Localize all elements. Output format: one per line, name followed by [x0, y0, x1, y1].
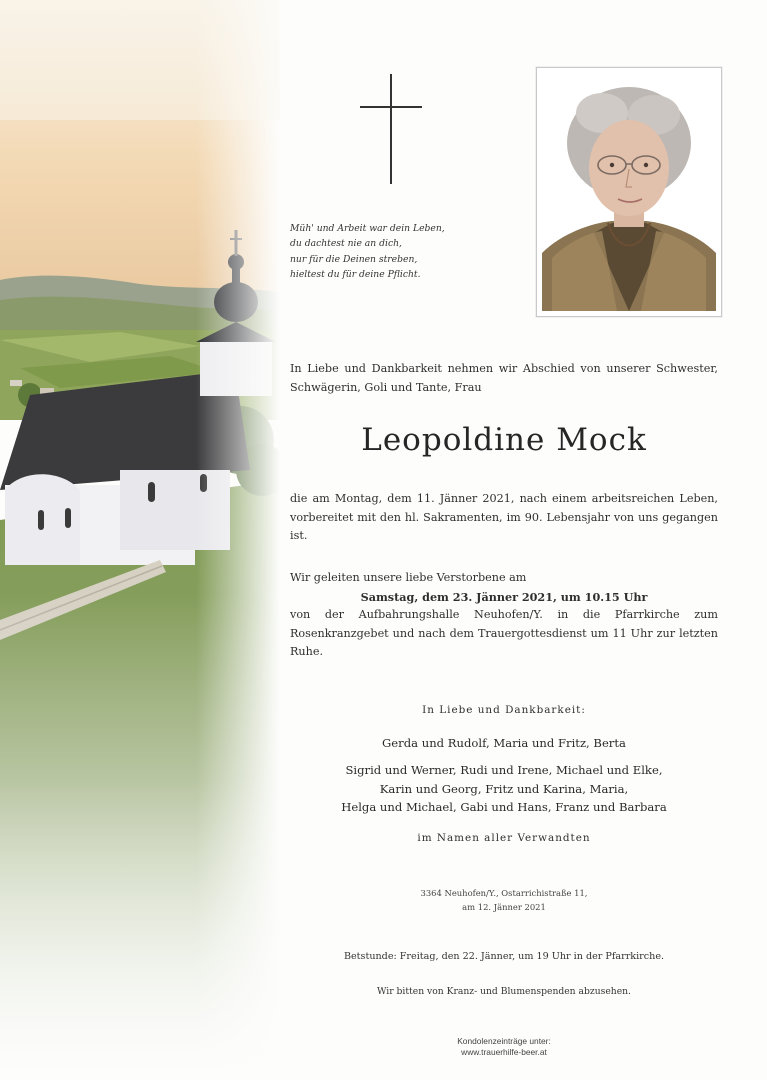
condolence-info	[290, 1036, 718, 1058]
funeral-location: von der Aufbahrungshalle Neuhofen/Y. in die Pfarrkirche zum Rosenkranzgebet und nach dem Trauergottesdienst um 11 Uhr zur letzten Ruhe.	[290, 608, 718, 658]
condolence-label: Kondolenzeinträge unter:	[457, 1036, 551, 1046]
funeral-details	[290, 569, 718, 662]
flower-request: Wir bitten von Kranz- und Blumenspenden abzusehen.	[377, 986, 631, 997]
funeral-date: Samstag, dem 23. Jänner 2021, um 10.15 Uhr	[360, 589, 648, 604]
cross-icon	[360, 74, 422, 184]
church-landscape-image	[0, 0, 280, 1080]
funeral-lead: Wir geleiten unsere liebe Verstorbene am	[290, 571, 527, 584]
mourners-line: Gerda und Rudolf, Maria und Fritz, Berta	[382, 736, 626, 750]
prayer-hour: Betstunde: Freitag, den 22. Jänner, um 19 Uhr in der Pfarrkirche.	[343, 951, 665, 962]
address-line: 3364 Neuhofen/Y., Ostarrichistraße 11,	[420, 888, 588, 898]
portrait-photo	[536, 67, 722, 317]
death-announcement: die am Montag, dem 11. Jänner 2021, nach einem arbeitsreichen Leben, vorbereitet mit den hl. Sakramenten, im 90. Lebensjahr von uns gegangen ist.	[290, 492, 718, 542]
thanks-heading: In Liebe und Dankbarkeit:	[422, 704, 586, 716]
poem-line: nur für die Deinen streben,	[290, 253, 418, 265]
mourners-line: Helga und Michael, Gabi und Hans, Franz und Barbara	[341, 800, 667, 815]
intro-text: In Liebe und Dankbarkeit nehmen wir Abschied von unserer Schwester, Schwägerin, Goli und Tante, Frau	[290, 362, 718, 394]
poem-line: hieltest du für deine Pflicht.	[290, 269, 421, 281]
memorial-poem	[290, 221, 520, 283]
mourners-line: Karin und Georg, Fritz und Karina, Maria,	[379, 781, 629, 796]
deceased-name: Leopoldine Mock	[361, 422, 647, 458]
mourners-line: Sigrid und Werner, Rudi und Irene, Michael und Elke,	[345, 762, 663, 777]
poem-line: du dachtest nie an dich,	[290, 238, 402, 250]
address-date: am 12. Jänner 2021	[462, 902, 546, 912]
address-block	[290, 886, 718, 914]
condolence-link[interactable]: www.trauerhilfe-beer.at	[461, 1047, 547, 1057]
mourners-list	[290, 734, 718, 817]
poem-line: Müh' und Arbeit war dein Leben,	[290, 223, 445, 234]
behalf-text: im Namen aller Verwandten	[417, 832, 591, 844]
